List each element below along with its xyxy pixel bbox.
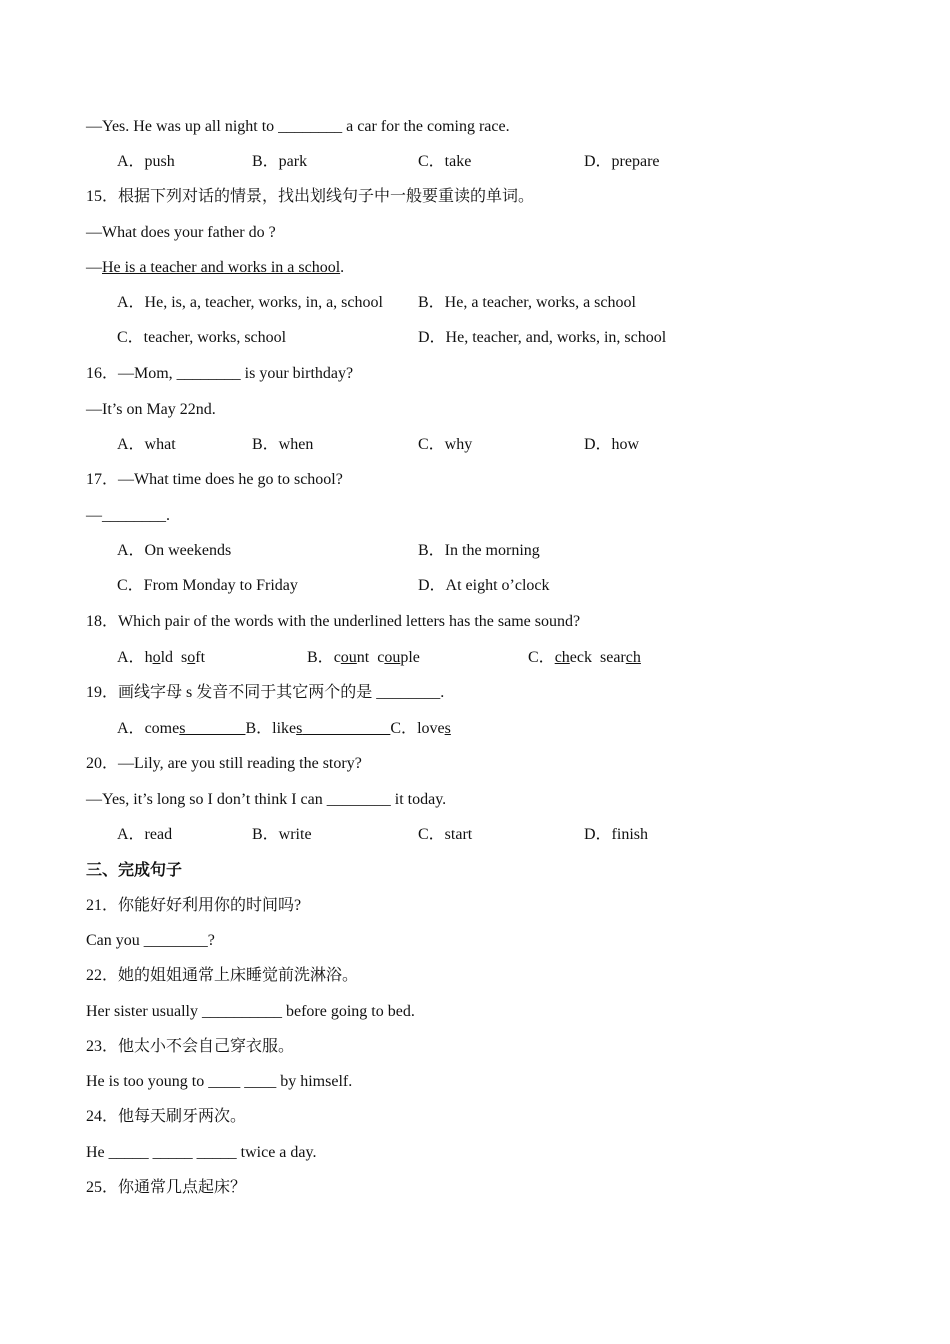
q16-option-d[interactable]: D．how: [584, 436, 640, 453]
q23-chinese: 23．他太小不会自己穿衣服。: [86, 1038, 295, 1055]
q18-c-word2-start: sear: [600, 649, 626, 666]
q16-option-c[interactable]: C．why: [418, 436, 473, 453]
q21-english: Can you ________?: [86, 932, 215, 949]
q20-stem: 20．—Lily, are you still reading the story?: [86, 755, 362, 772]
q16-stem: 16．—Mom, ________ is your birthday?: [86, 365, 354, 382]
q14-option-d[interactable]: D．prepare: [584, 153, 660, 170]
q15-underlined-sentence: He is a teacher and works in a school: [102, 259, 341, 276]
q14-option-c[interactable]: C．take: [418, 153, 472, 170]
q17-option-b[interactable]: B．In the morning: [418, 542, 540, 559]
q17-option-d[interactable]: D．At eight o’clock: [418, 577, 550, 594]
q18-c-word2-underlined: ch: [625, 649, 641, 666]
q18-stem: 18．Which pair of the words with the underlined letters has the same sound?: [86, 613, 581, 630]
q15-dialog-line-2: [86, 258, 344, 278]
q16-option-a[interactable]: A．what: [117, 436, 176, 453]
q18-option-a[interactable]: [117, 648, 205, 668]
q15-option-a[interactable]: A．He, is, a, teacher, works, in, a, school: [117, 294, 383, 311]
q16-dialog-line-1: —It’s on May 22nd.: [86, 401, 216, 418]
q19-b-word: like: [272, 720, 297, 737]
q18-b-word1-underlined: ou: [340, 649, 357, 666]
q18-a-word1-start: h: [144, 649, 153, 666]
q16-option-b[interactable]: B．when: [252, 436, 314, 453]
q18-a-word1-underlined: o: [152, 649, 161, 666]
q18-b-word2-end: ple: [400, 649, 420, 666]
q18-option-c-prefix: C．: [528, 649, 555, 666]
q17-dialog-line-1: —________.: [86, 507, 170, 524]
q18-option-c[interactable]: [528, 648, 641, 668]
q18-option-b-prefix: B．: [307, 649, 334, 666]
q19-option-a[interactable]: [117, 720, 245, 737]
q19-c-word: love: [417, 720, 445, 737]
q18-a-word2-end: ft: [195, 649, 206, 666]
q22-chinese: 22．她的姐姐通常上床睡觉前洗淋浴。: [86, 967, 359, 984]
q15-stem: 15．根据下列对话的情景，找出划线句子中一般要重读的单词。: [86, 188, 535, 205]
q19-c-underlined: s: [444, 720, 451, 737]
q18-option-b[interactable]: [307, 648, 420, 668]
q18-option-a-prefix: A．: [117, 649, 145, 666]
q23-english: He is too young to ____ ____ by himself.: [86, 1073, 353, 1090]
q20-option-d[interactable]: D．finish: [584, 826, 649, 843]
q18-b-word1-end: nt: [356, 649, 370, 666]
q18-c-word1-underlined: ch: [554, 649, 570, 666]
q18-a-word1-end: ld: [160, 649, 174, 666]
q22-english: Her sister usually __________ before going to bed.: [86, 1003, 415, 1020]
q19-a-rule: [185, 720, 245, 737]
q20-dialog-line-1: —Yes, it’s long so I don’t think I can ________ it today.: [86, 791, 447, 808]
q14-option-a[interactable]: A．push: [117, 153, 175, 170]
q15-dash: —: [86, 259, 102, 276]
q18-a-word2-start: s: [181, 649, 188, 666]
q17-option-c[interactable]: C．From Monday to Friday: [117, 577, 298, 594]
q21-chinese: 21．你能好好利用你的时间吗?: [86, 897, 302, 914]
q15-option-d[interactable]: D．He, teacher, and, works, in, school: [418, 329, 667, 346]
q19-option-c[interactable]: [390, 720, 450, 737]
q15-dialog-line-1: —What does your father do ?: [86, 224, 276, 241]
q24-chinese: 24．他每天刷牙两次。: [86, 1108, 247, 1125]
q17-option-a[interactable]: A．On weekends: [117, 542, 232, 559]
q19-b-underlined: s: [296, 720, 303, 737]
q14-stem: —Yes. He was up all night to ________ a car for the coming race.: [86, 118, 510, 135]
q20-option-c[interactable]: C．start: [418, 826, 473, 843]
q18-c-word1-end: eck: [569, 649, 592, 666]
q18-b-word2-start: c: [377, 649, 385, 666]
section-heading: 三、完成句子: [86, 862, 183, 879]
q19-option-b-prefix: B．: [245, 720, 273, 737]
q25-chinese: 25．你通常几点起床？: [86, 1179, 247, 1196]
q19-a-underlined: s: [179, 720, 186, 737]
q19-option-b[interactable]: [245, 720, 390, 737]
q19-option-a-prefix: A．: [117, 720, 145, 737]
q19-a-word: come: [144, 720, 180, 737]
q14-option-b[interactable]: B．park: [252, 153, 308, 170]
q19-stem: 19．画线字母 s 发音不同于其它两个的是 ________.: [86, 684, 445, 701]
q15-option-b[interactable]: B．He, a teacher, works, a school: [418, 294, 636, 311]
q15-period: .: [340, 259, 345, 276]
q20-option-b[interactable]: B．write: [252, 826, 312, 843]
q18-a-word2-underlined: o: [187, 649, 196, 666]
q18-b-word2-underlined: ou: [384, 649, 401, 666]
q19-option-c-prefix: C．: [390, 720, 418, 737]
q17-stem: 17．—What time does he go to school?: [86, 471, 343, 488]
q19-options: [117, 719, 451, 739]
q19-b-rule: [302, 720, 390, 737]
q15-option-c[interactable]: C．teacher, works, school: [117, 329, 287, 346]
q24-english: He _____ _____ _____ twice a day.: [86, 1144, 317, 1161]
q20-option-a[interactable]: A．read: [117, 826, 173, 843]
q18-b-word1-start: c: [333, 649, 341, 666]
